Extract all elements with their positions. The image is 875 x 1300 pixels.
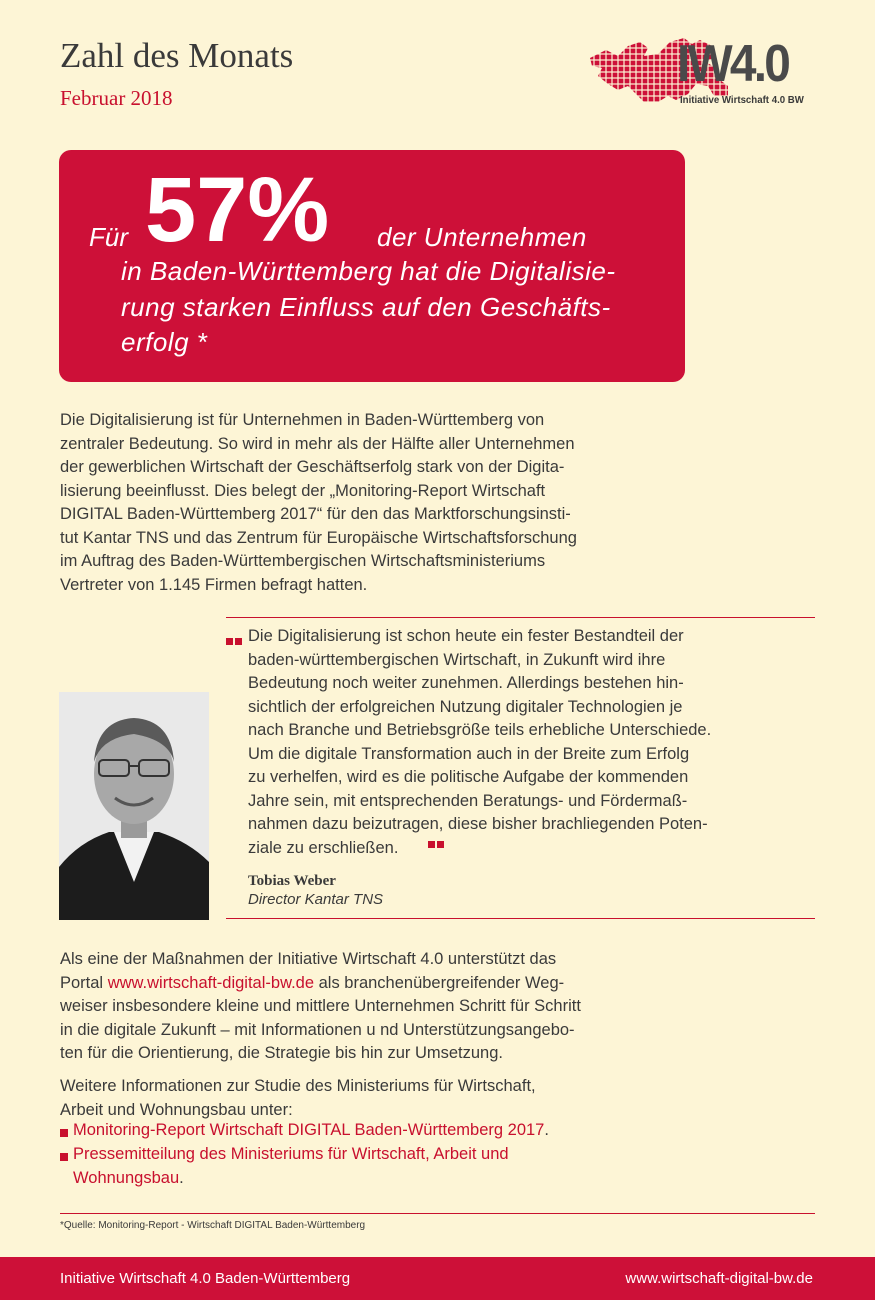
intro-line: DIGITAL Baden-Württemberg 2017“ für den das Marktforschungsinsti- [60, 505, 571, 523]
measures-line [60, 972, 700, 996]
quote-line: zu verhelfen, wird es die politische Aufgabe der kommenden [248, 768, 689, 786]
quote-line: Bedeutung noch weiter zunehmen. Allerdings bestehen hin- [248, 674, 684, 692]
logo-subtitle: Initiative Wirtschaft 4.0 BW [680, 94, 804, 106]
period: . [544, 1121, 549, 1139]
hero-line-2: in Baden-Württemberg hat die Digitalisie- [121, 256, 616, 286]
quote-line: Um die digitale Transformation auch in der Breite zum Erfolg [248, 744, 690, 763]
author-name: Tobias Weber [248, 873, 336, 889]
hero-line-3: rung starken Einfluss auf den Geschäfts- [121, 292, 611, 322]
monitoring-report-link[interactable]: Monitoring-Report Wirtschaft DIGITAL Baden-Württemberg 2017 [73, 1121, 545, 1139]
quote-top-rule [226, 617, 815, 618]
press-release-link-text[interactable]: Wohnungsbau [73, 1168, 180, 1187]
more-info-line: Arbeit und Wohnungsbau unter: [60, 1100, 293, 1119]
footer-org: Initiative Wirtschaft 4.0 Baden-Württemberg [60, 1270, 351, 1287]
page-date: Februar 2018 [60, 86, 173, 110]
quote-line: baden-württembergischen Wirtschaft, in Zukunft wird ihre [248, 650, 666, 669]
quote-bottom-rule [226, 918, 815, 919]
footer-website-link[interactable]: www.wirtschaft-digital-bw.de [625, 1270, 813, 1287]
intro-paragraph [60, 409, 700, 597]
more-info-item [73, 1143, 509, 1190]
hero-line-1: der Unternehmen [377, 222, 587, 252]
quote-line: nach Branche und Betriebsgröße teils erhebliche Unterschiede. [248, 721, 712, 739]
intro-line: Vertreter von 1.145 Firmen befragt hatten. [60, 575, 368, 594]
measures-line: Als eine der Maßnahmen der Initiative Wirtschaft 4.0 unterstützt das [60, 950, 557, 968]
measures-line: weiser insbesondere kleine und mittlere Unternehmen Schritt für Schritt [60, 997, 581, 1015]
hero-banner [59, 150, 685, 382]
hero-line-4: erfolg * [121, 327, 208, 357]
quote-text [248, 625, 808, 860]
footnote: *Quelle: Monitoring-Report - Wirtschaft DIGITAL Baden-Württemberg [60, 1220, 366, 1231]
quote-open-mark [226, 633, 244, 651]
hero-prefix: Für [89, 222, 128, 252]
intro-line: im Auftrag des Baden-Württembergischen Wirtschaftsministeriums [60, 552, 546, 570]
hero-number: 57% [145, 159, 330, 261]
more-info-line: Weitere Informationen zur Studie des Ministeriums für Wirtschaft, [60, 1077, 536, 1095]
quote-line: Die Digitalisierung ist schon heute ein fester Bestandteil der [248, 627, 684, 645]
press-release-link[interactable]: Pressemitteilung des Ministeriums für Wirtschaft, Arbeit und [73, 1145, 509, 1163]
quote-line: Jahre sein, mit entsprechenden Beratungs- und Fördermaß- [248, 791, 688, 810]
bullet-icon [60, 1153, 68, 1161]
quote-line: sichtlich der erfolgreichen Nutzung digitaler Technologien je [248, 697, 683, 716]
footnote-rule [60, 1213, 815, 1214]
press-release-link-cont[interactable] [73, 1167, 509, 1191]
measures-paragraph [60, 948, 700, 1066]
measures-text: Portal [60, 973, 108, 992]
more-info-item [73, 1119, 549, 1143]
page-title: Zahl des Monats [60, 36, 294, 75]
intro-line: lisierung beeinflusst. Dies belegt der „Monitoring-Report Wirtschaft [60, 481, 546, 500]
logo-mark: IW4.0 [677, 35, 789, 93]
intro-line: Die Digitalisierung ist für Unternehmen in Baden-Württemberg von [60, 411, 545, 429]
footer-bar [0, 1257, 875, 1300]
intro-line: tut Kantar TNS und das Zentrum für Europäische Wirtschaftsforschung [60, 528, 577, 547]
more-info-paragraph [60, 1075, 700, 1122]
measures-line: in die digitale Zukunft – mit Informationen u nd Unterstützungsangebo- [60, 1020, 575, 1039]
quote-line: ziale zu erschließen. [248, 838, 399, 857]
author-photo [59, 692, 209, 920]
bullet-icon [60, 1129, 68, 1137]
intro-line: der gewerblichen Wirtschaft der Geschäftserfolg stark von der Digita- [60, 458, 565, 476]
period: . [179, 1168, 184, 1187]
measures-line: ten für die Orientierung, die Strategie bis hin zur Umsetzung. [60, 1044, 503, 1062]
intro-line: zentraler Bedeutung. So wird in mehr als der Hälfte aller Unternehmen [60, 434, 575, 453]
measures-text: als branchenübergreifender Weg- [314, 973, 565, 992]
author-role: Director Kantar TNS [248, 891, 384, 908]
quote-line: nahmen dazu beizutragen, diese bisher brachliegenden Poten- [248, 815, 708, 833]
portal-link[interactable]: www.wirtschaft-digital-bw.de [107, 973, 315, 992]
quote-close-mark [428, 836, 446, 854]
